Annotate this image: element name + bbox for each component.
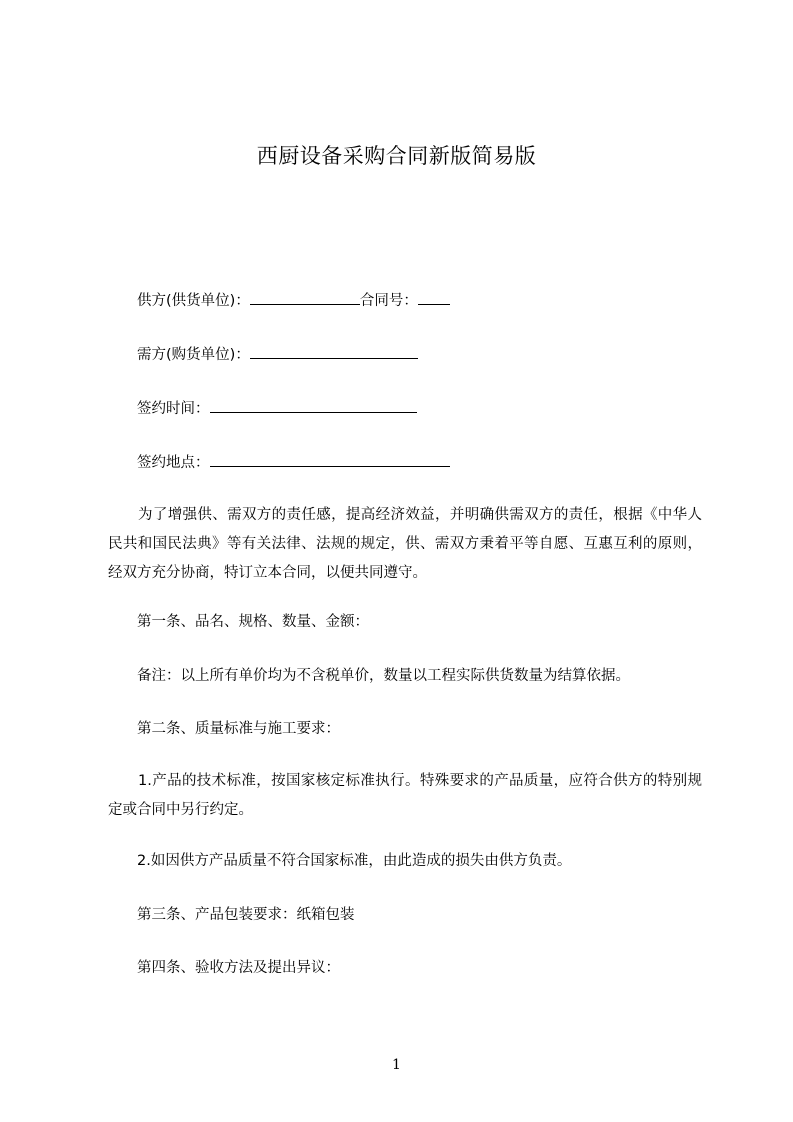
sign-place-blank: [210, 452, 450, 467]
buyer-blank: [250, 344, 418, 359]
contract-no-blank: [418, 290, 450, 305]
article-2: 第二条、质量标准与施工要求：: [137, 721, 340, 737]
sign-time-label: 签约时间：: [137, 401, 210, 417]
supplier-line: [137, 290, 450, 311]
supplier-blank: [250, 290, 360, 305]
article-2-item-2: 2.如因供方产品质量不符合国家标准，由此造成的损失由供方负责。: [137, 853, 572, 869]
supplier-label: 供方(供货单位)：: [137, 293, 250, 309]
buyer-line: [137, 344, 418, 365]
document-title: 西厨设备采购合同新版简易版: [256, 144, 537, 168]
page-number: 1: [392, 1057, 401, 1073]
article-2-item-1: 1.产品的技术标准，按国家核定标准执行。特殊要求的产品质量，应符合供方的特别规定或合同中另行约定。: [108, 773, 702, 818]
article-3: 第三条、产品包装要求：纸箱包装: [137, 907, 355, 923]
sign-time-blank: [210, 398, 417, 413]
sign-time-line: [137, 398, 417, 419]
sign-place-label: 签约地点：: [137, 455, 210, 471]
article-4: 第四条、验收方法及提出异议：: [137, 960, 340, 976]
sign-place-line: [137, 452, 450, 473]
article-1: 第一条、品名、规格、数量、金额：: [137, 614, 369, 630]
intro-paragraph: 为了增强供、需双方的责任感，提高经济效益，并明确供需双方的责任，根据《中华人民共和国民法典》等有关法律、法规的规定，供、需双方秉着平等自愿、互惠互利的原则，经双方充分协商，特订立本合同，以便共同遵守。: [108, 507, 702, 581]
buyer-label: 需方(购货单位)：: [137, 347, 250, 363]
contract-no-label: 合同号：: [359, 293, 418, 309]
note-paragraph: 备注：以上所有单价均为不含税单价，数量以工程实际供货数量为结算依据。: [137, 668, 630, 684]
